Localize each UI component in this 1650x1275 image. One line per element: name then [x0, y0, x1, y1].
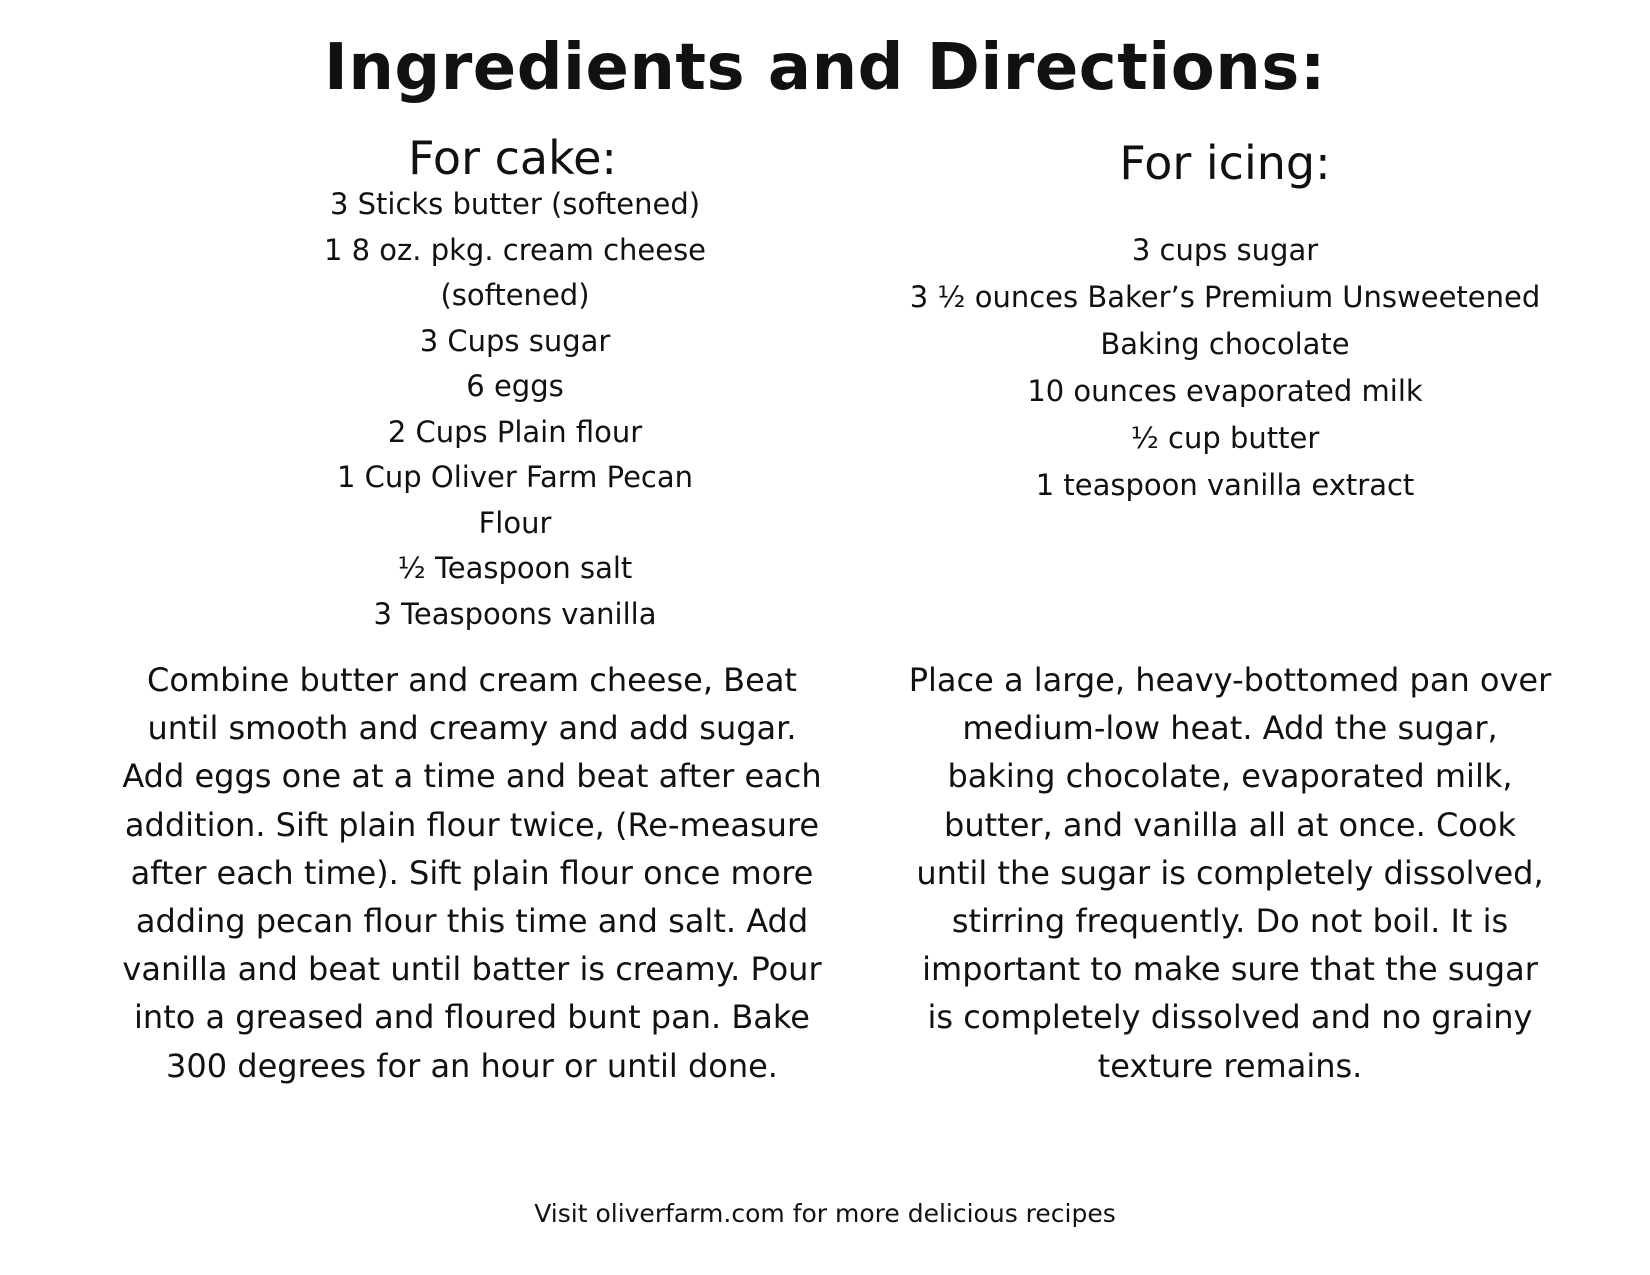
ingredient-item: 3 Sticks butter (softened) [329, 187, 701, 221]
icing-ingredient-list [895, 227, 1555, 509]
ingredient-item: 10 ounces evaporated milk [1027, 374, 1423, 408]
cake-heading-container [120, 130, 905, 186]
ingredient-item: 3 Teaspoons vanilla [373, 596, 657, 631]
ingredient-item: ½ Teaspoon salt [397, 551, 633, 585]
footer-note: Visit oliverfarm.com for more delicious recipes [534, 1199, 1116, 1228]
ingredient-item: 3 Cups sugar [419, 323, 611, 358]
cake-heading: For cake: [408, 131, 617, 185]
ingredient-item: 1 Cup Oliver Farm Pecan Flour [336, 460, 694, 540]
cake-ingredients [300, 182, 730, 637]
ingredient-item: ½ cup butter [1130, 421, 1320, 455]
ingredient-item: 3 cups sugar [1131, 233, 1319, 267]
ingredient-item: 6 eggs [466, 369, 564, 403]
cake-ingredient-list [300, 182, 730, 637]
ingredient-item: 3 ½ ounces Baker’s Premium Unsweetened Baking chocolate [909, 280, 1541, 361]
page-title: Ingredients and Directions: [324, 31, 1326, 105]
icing-ingredients [895, 227, 1555, 509]
cake-directions: Combine butter and cream cheese, Beat until smooth and creamy and add sugar. Add eggs one at a time and beat after each addition. Sift plain flour twice, (Re-measure after each time). Sift plain flour once more adding pecan flour this time and salt. Add vanilla and beat until batter is creamy. Pour into a greased and floured bunt pan. Bake 300 degrees for an hour or until done. [122, 661, 822, 1085]
icing-heading-container [895, 135, 1555, 191]
icing-directions: Place a large, heavy-bottomed pan over medium-low heat. Add the sugar, baking chocolate, evaporated milk, butter, and vanilla all at once. Cook until the sugar is completely dissolved, stirring frequently. Do not boil. It is important to make sure that the sugar is completely dissolved and no grainy texture remains. [908, 661, 1552, 1085]
ingredient-item: 1 teaspoon vanilla extract [1035, 468, 1415, 502]
ingredient-item: 1 8 oz. pkg. cream cheese (softened) [323, 232, 707, 312]
ingredient-item: 2 Cups Plain flour [387, 414, 643, 449]
icing-heading: For icing: [1119, 136, 1331, 190]
